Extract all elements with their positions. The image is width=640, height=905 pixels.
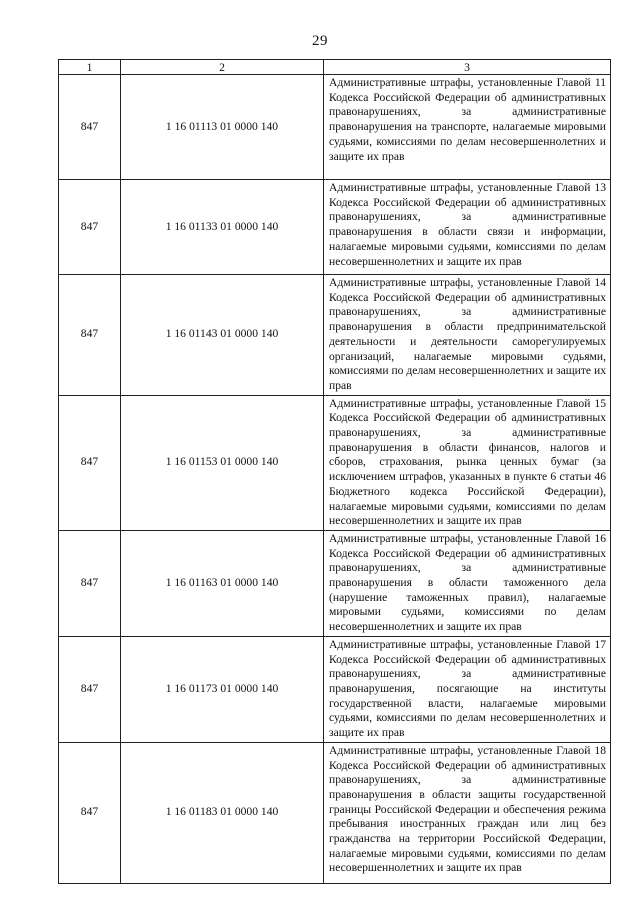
table-row (59, 275, 611, 396)
description-cell: Административные штрафы, установленные Главой 18 Кодекса Российской Федерации об административных правонарушениях, за административные правонарушения в области защиты государственной границы Российской Федерации и обеспечения режима пребывания иностранных граждан или лиц без гражданства на территории Российской Федерации, налагаемые мировыми судьями, комиссиями по делам несовершеннолетних и защите их прав (324, 742, 611, 883)
table-row (59, 75, 611, 180)
column-header-1: 1 (59, 60, 121, 75)
admin-code-cell: 847 (59, 395, 121, 530)
budget-code-cell: 1 16 01173 01 0000 140 (121, 636, 324, 742)
budget-code-cell: 1 16 01133 01 0000 140 (121, 180, 324, 275)
description-cell: Административные штрафы, установленные Главой 14 Кодекса Российской Федерации об административных правонарушениях, за административные правонарушения в области предпринимательской деятельности и деятельности саморегулируемых организаций, налагаемые мировыми судьями, комиссиями по делам несовершеннолетних и защите их прав (324, 275, 611, 396)
description-cell: Административные штрафы, установленные Главой 16 Кодекса Российской Федерации об административных правонарушениях, за административные правонарушения в области таможенного дела (нарушение таможенных правил), налагаемые мировыми судьями, комиссиями по делам несовершеннолетних и защите их прав (324, 530, 611, 636)
budget-code-cell: 1 16 01183 01 0000 140 (121, 742, 324, 883)
description-cell: Административные штрафы, установленные Главой 15 Кодекса Российской Федерации об административных правонарушениях, за административные правонарушения в области финансов, налогов и сборов, страхования, рынка ценных бумаг (за исключением штрафов, указанных в пункте 6 статьи 46 Бюджетного кодекса Российской Федерации), налагаемые мировыми судьями, комиссиями по делам несовершеннолетних и защите их прав (324, 395, 611, 530)
admin-code-cell: 847 (59, 75, 121, 180)
budget-code-cell: 1 16 01163 01 0000 140 (121, 530, 324, 636)
admin-code-cell: 847 (59, 275, 121, 396)
description-cell: Административные штрафы, установленные Главой 11 Кодекса Российской Федерации об административных правонарушениях, за административные правонарушения на транспорте, налагаемые мировыми судьями, комиссиями по делам несовершеннолетних и защите их прав (324, 75, 611, 180)
fines-table (58, 59, 611, 884)
description-cell: Административные штрафы, установленные Главой 17 Кодекса Российской Федерации об административных правонарушениях, за административные правонарушения, посягающие на институты государственной власти, налагаемые мировыми судьями, комиссиями по делам несовершеннолетних и защите их прав (324, 636, 611, 742)
admin-code-cell: 847 (59, 530, 121, 636)
column-header-3: 3 (324, 60, 611, 75)
table-row (59, 180, 611, 275)
table-row (59, 530, 611, 636)
budget-code-cell: 1 16 01113 01 0000 140 (121, 75, 324, 180)
table-row (59, 395, 611, 530)
admin-code-cell: 847 (59, 742, 121, 883)
table-row (59, 636, 611, 742)
table-header-row (59, 60, 611, 75)
admin-code-cell: 847 (59, 636, 121, 742)
description-cell: Административные штрафы, установленные Главой 13 Кодекса Российской Федерации об административных правонарушениях, за административные правонарушения в области связи и информации, налагаемые мировыми судьями, комиссиями по делам несовершеннолетних и защите их прав (324, 180, 611, 275)
table-row (59, 742, 611, 883)
budget-code-cell: 1 16 01153 01 0000 140 (121, 395, 324, 530)
page-number: 29 (312, 33, 328, 49)
budget-code-cell: 1 16 01143 01 0000 140 (121, 275, 324, 396)
admin-code-cell: 847 (59, 180, 121, 275)
column-header-2: 2 (121, 60, 324, 75)
